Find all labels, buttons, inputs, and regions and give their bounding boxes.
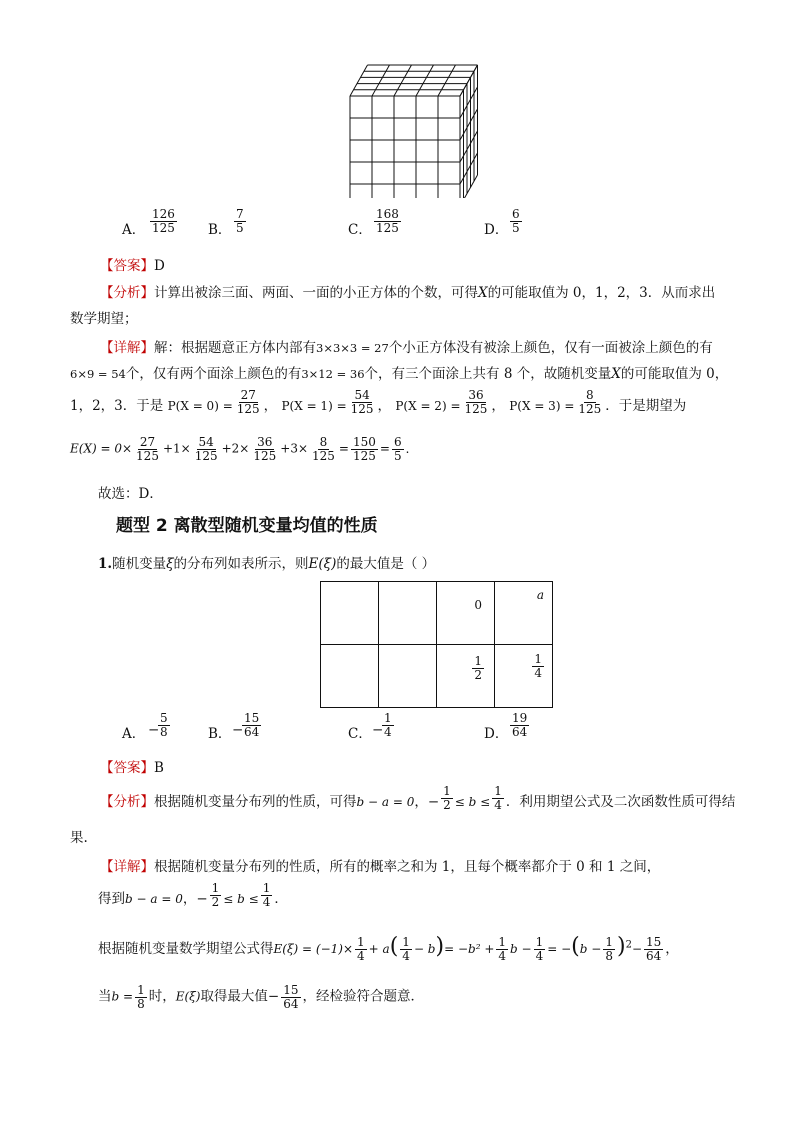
detail-text: 解：根据题意正方体内部有 bbox=[154, 340, 316, 356]
detail-text: 个小正方体没有被涂上颜色，仅有一面被涂上颜色的有 bbox=[388, 340, 713, 356]
analysis-text: 计算出被涂三面、两面、一面的小正方体的个数，可得 bbox=[154, 285, 478, 301]
q2-detail-line2: 得到b − a = 0，− $\frac{1}{2}$ ≤ b ≤ $\frac{1}{4}$ ． bbox=[98, 881, 288, 909]
option-a-value: $\frac{5}{8}$ bbox=[160, 711, 168, 739]
prob-x1: P(X = 1) = bbox=[281, 398, 347, 413]
math-expr: ， bbox=[665, 941, 679, 957]
q2-answer bbox=[100, 756, 164, 776]
detail-tag: 【详解】 bbox=[100, 340, 154, 356]
option-d-value: $\frac{6}{5}$ bbox=[512, 207, 520, 235]
detail-text: 当 bbox=[98, 988, 112, 1005]
detail-text: 个，有三个面涂上共有 8 个，故随机变量 bbox=[364, 366, 612, 382]
detail-text: 个，仅有两个面涂上颜色的有 bbox=[125, 366, 302, 382]
math-expr: E(ξ) bbox=[308, 556, 337, 572]
prob-x2-value: $\frac{36}{125}$ bbox=[464, 388, 488, 416]
cube-edge bbox=[350, 65, 368, 96]
q1-analysis-line2: 数学期望； bbox=[70, 311, 138, 327]
math-expr: ． bbox=[405, 441, 418, 456]
option-d-label: D． bbox=[484, 222, 509, 238]
cube-edge bbox=[438, 65, 456, 96]
distribution-table bbox=[320, 581, 553, 708]
math-expr: ≤ b ≤ bbox=[223, 892, 259, 906]
q1-detail-line1 bbox=[100, 336, 713, 356]
stem-text: 的最大值是（ ） bbox=[336, 556, 436, 572]
prob-x2: P(X = 2) = bbox=[395, 398, 461, 413]
detail-tag: 【详解】 bbox=[100, 859, 154, 875]
table-cell: a bbox=[495, 582, 553, 645]
detail-text: ．于是期望为 bbox=[605, 397, 687, 414]
option-a-sign: − bbox=[148, 722, 160, 738]
math-expr: − bbox=[631, 942, 642, 956]
variable-xi: ξ bbox=[166, 556, 174, 572]
analysis-text: 的可能取值为 0，1，2，3．从而求出 bbox=[487, 285, 716, 301]
math-expr: ，− bbox=[182, 891, 208, 907]
table-row bbox=[321, 582, 553, 645]
option-b-value: $\frac{15}{64}$ bbox=[244, 711, 260, 739]
option-c-sign: − bbox=[372, 722, 384, 738]
analysis-text: 根据随机变量分布列的性质，可得 bbox=[154, 794, 357, 810]
option-b-sign: − bbox=[232, 722, 244, 738]
option-c-label: C． bbox=[348, 222, 372, 238]
table-cell: $\frac{1}{4}$ bbox=[495, 645, 553, 708]
math-expr: b − bbox=[510, 942, 532, 956]
table-cell bbox=[321, 582, 379, 645]
q2-analysis-line2: 果. bbox=[70, 830, 88, 846]
prob-x3-value: $\frac{8}{125}$ bbox=[578, 388, 602, 416]
math-expr: b − a = 0 bbox=[356, 795, 415, 809]
option-b-label: B． bbox=[208, 726, 232, 742]
math-expr: 3×3×3 = 27 bbox=[316, 341, 389, 355]
option-b-value: $\frac{7}{5}$ bbox=[236, 207, 244, 235]
math-expr: E(ξ) = (−1)× bbox=[273, 942, 354, 956]
answer-tag: 【答案】 bbox=[100, 760, 154, 776]
analysis-tag: 【分析】 bbox=[100, 794, 154, 810]
q1-answer bbox=[100, 254, 165, 274]
detail-text: 得到 bbox=[98, 891, 125, 907]
math-expr: = −b² + bbox=[444, 942, 495, 956]
detail-text: 取得最大值− bbox=[200, 988, 280, 1005]
prob-x0: P(X = 0) = bbox=[167, 398, 233, 413]
math-expr: 3×12 = 36 bbox=[301, 367, 365, 381]
cube-edge bbox=[394, 65, 412, 96]
q2-detail-line1 bbox=[100, 855, 660, 875]
option-b-label: B． bbox=[208, 222, 232, 238]
prob-x3: P(X = 3) = bbox=[509, 398, 575, 413]
math-expr: +1× bbox=[162, 441, 191, 456]
math-expr: + a bbox=[368, 942, 390, 956]
section-heading: 题型 2 离散型随机变量均值的性质 bbox=[116, 516, 378, 536]
detail-text: 的可能取值为 0， bbox=[620, 366, 729, 382]
option-a-label: A． bbox=[122, 726, 146, 742]
option-d-label: D． bbox=[484, 726, 509, 742]
prob-x1-value: $\frac{54}{125}$ bbox=[350, 388, 374, 416]
prob-x0-value: $\frac{27}{125}$ bbox=[236, 388, 260, 416]
table-cell: 0 bbox=[437, 582, 495, 645]
math-expr: ． bbox=[274, 891, 288, 907]
analysis-text: ．利用期望公式及二次函数性质可得结 bbox=[505, 794, 736, 810]
math-expr: E(X) = 0× bbox=[70, 441, 133, 456]
question-number: 1. bbox=[98, 556, 113, 572]
q2-detail-line3: 根据随机变量数学期望公式得E(ξ) = (−1)× $\frac{1}{4}$ + a( $\frac{1}{4}$ − b)= −b² + $\frac{1}{4}$ b − $\frac{1}{4}$ = −(b − $\frac{1}{8}$ )$^2$− $\frac{15}{64}$ ， bbox=[98, 934, 679, 963]
q1-analysis-line1 bbox=[100, 281, 715, 301]
q1-options bbox=[122, 208, 572, 244]
q2-detail-line4: 当b = $\frac{1}{8}$ 时，E(ξ)取得最大值− $\frac{15}{64}$ ，经检验符合题意． bbox=[98, 983, 425, 1011]
answer-value: B bbox=[154, 760, 164, 776]
variable-x: X bbox=[478, 285, 488, 301]
math-expr: 6×9 = 54 bbox=[70, 367, 126, 381]
detail-text: 1，2，3．于是 bbox=[70, 397, 164, 414]
q1-detail-line2 bbox=[70, 362, 728, 382]
option-d-value: $\frac{19}{64}$ bbox=[512, 711, 528, 739]
detail-text: 根据随机变量分布列的性质，所有的概率之和为 1，且每个概率都介于 0 和 1 之间， bbox=[154, 859, 661, 875]
math-expr: = bbox=[379, 441, 390, 456]
answer-value: D bbox=[154, 258, 165, 274]
detail-text: 时， bbox=[148, 988, 176, 1005]
cube-edge bbox=[416, 65, 434, 96]
math-expr: E(ξ) bbox=[175, 989, 201, 1004]
q1-choice: 故选：D． bbox=[98, 486, 163, 502]
table-cell bbox=[379, 645, 437, 708]
option-c-label: C． bbox=[348, 726, 372, 742]
math-expr: ，− bbox=[414, 794, 440, 810]
math-expr: b − a = 0 bbox=[125, 892, 183, 906]
q2-stem bbox=[98, 552, 435, 572]
cube-figure bbox=[346, 62, 488, 198]
math-expr: = bbox=[338, 441, 349, 456]
table-cell bbox=[379, 582, 437, 645]
answer-tag: 【答案】 bbox=[100, 258, 154, 274]
option-c-value: $\frac{1}{4}$ bbox=[384, 711, 392, 739]
option-a-value: $\frac{126}{125}$ bbox=[152, 207, 175, 235]
table-cell bbox=[321, 645, 379, 708]
math-expr: = − bbox=[547, 942, 572, 956]
option-a-label: A． bbox=[122, 222, 146, 238]
q2-options bbox=[122, 712, 572, 748]
math-expr: ≤ b ≤ bbox=[454, 795, 491, 809]
table-cell: $\frac{1}{2}$ bbox=[437, 645, 495, 708]
cube-edge bbox=[372, 65, 390, 96]
q1-expectation: E(X) = 0× $\frac{27}{125}$ +1× $\frac{54}{125}$ +2× $\frac{36}{125}$ +3× $\frac{8}{125}$ = $\frac{150}{125}$ = $\frac{6}{5}$ ． bbox=[70, 435, 418, 463]
math-expr: +2× bbox=[221, 441, 250, 456]
analysis-tag: 【分析】 bbox=[100, 285, 154, 301]
math-expr: +3× bbox=[280, 441, 309, 456]
detail-text: 根据随机变量数学期望公式得 bbox=[98, 941, 274, 957]
q2-analysis-line1: 【分析】根据随机变量分布列的性质，可得b − a = 0，− $\frac{1}{2}$ ≤ b ≤ $\frac{1}{4}$ ．利用期望公式及二次函数性质可得结 bbox=[100, 784, 736, 812]
option-c-value: $\frac{168}{125}$ bbox=[376, 207, 399, 235]
stem-text: 随机变量 bbox=[112, 556, 167, 572]
q1-detail-line3: 1，2，3．于是 P(X = 0) = $\frac{27}{125}$ ， P(X = 1) = $\frac{54}{125}$ ， P(X = 2) = $\frac{36}{125}$ ， P(X = 3) = $\frac{8}{125}$ ．于是期望为 bbox=[70, 388, 687, 416]
stem-text: 的分布列如表所示，则 bbox=[173, 556, 309, 572]
variable-x: X bbox=[611, 366, 621, 382]
detail-text: ，经检验符合题意． bbox=[302, 988, 425, 1005]
table-row bbox=[321, 645, 553, 708]
math-expr: b = bbox=[111, 989, 134, 1004]
